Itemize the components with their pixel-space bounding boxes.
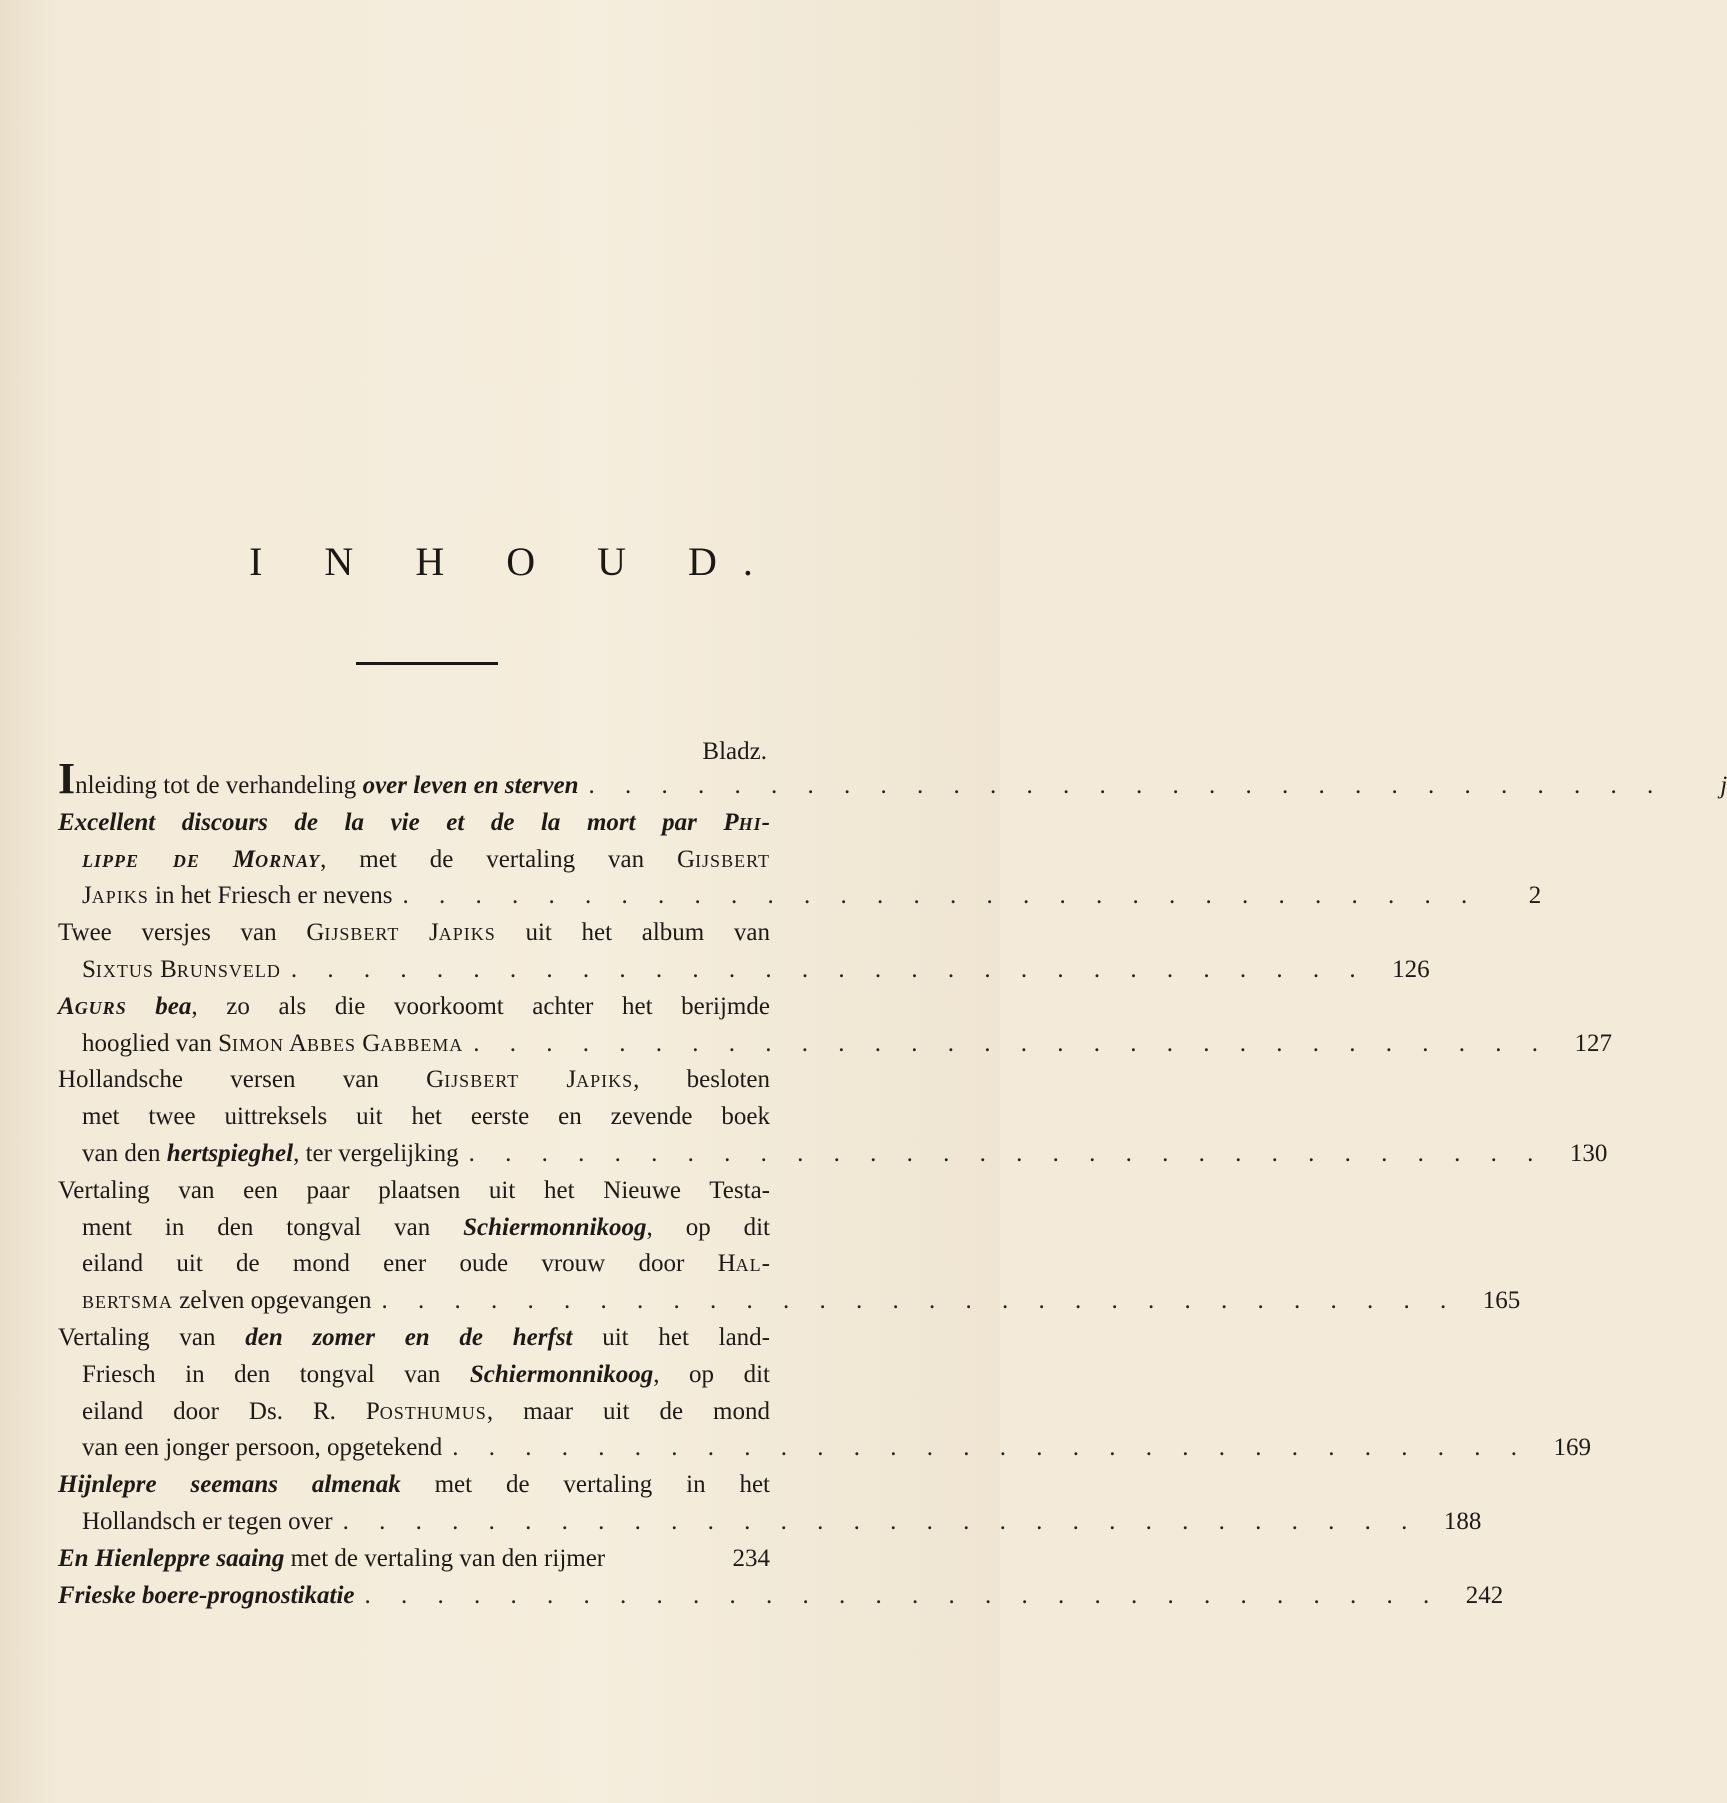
toc-entry bbox=[58, 1467, 1482, 1541]
toc-entry-text: eiland door Ds. R. Posthumus, maar uit de mond bbox=[82, 1397, 770, 1425]
toc-page-number: 169 bbox=[1553, 1434, 1592, 1462]
toc-entry-text: Agurs bea, zo als die voorkoomt achter het berijmde bbox=[58, 992, 770, 1020]
toc-entry-text: ment in den tongval van Schiermonnikoog, op dit bbox=[82, 1213, 770, 1241]
toc-line bbox=[58, 1504, 1482, 1541]
toc-entry-text: bertsma zelven opgevangen bbox=[82, 1287, 372, 1315]
dot-leader: . . . . . . . . . . . . . . . . . . . . . . . . . . . . . . bbox=[381, 1287, 1459, 1315]
toc-line bbox=[58, 754, 1727, 805]
dot-leader: . . . . . . . . . . . . . . . . . . . . . . . . . . . . . . bbox=[290, 955, 1368, 983]
toc-entry bbox=[58, 1062, 1608, 1172]
toc-line bbox=[58, 1578, 1504, 1615]
toc-page-number: 165 bbox=[1482, 1287, 1521, 1315]
toc-entry-text: eiland uit de mond ener oude vrouw door Hal- bbox=[82, 1250, 770, 1278]
toc-entry bbox=[58, 754, 1727, 805]
toc-line bbox=[58, 952, 1430, 989]
toc-entry bbox=[58, 1320, 1592, 1467]
toc-entry-text: Vertaling van den zomer en de herfst uit het land- bbox=[58, 1323, 771, 1351]
toc-entry-text: lippe de Mornay, met de vertaling van Gijsbert bbox=[82, 845, 770, 873]
page-title: I N H O U D. bbox=[249, 539, 779, 584]
toc-entry-text: Vertaling van een paar plaatsen uit het Nieuwe Testa- bbox=[58, 1176, 770, 1204]
toc-line bbox=[58, 1430, 1592, 1467]
toc-page-number: j bbox=[1720, 772, 1727, 799]
toc-entry-text: hooglied van Simon Abbes Gabbema bbox=[82, 1029, 464, 1057]
toc-entry-text: Excellent discours de la vie et de la mort par Phi- bbox=[58, 808, 770, 836]
toc-line bbox=[58, 1467, 770, 1504]
dot-leader: . . . . . . . . . . . . . . . . . . . . . . . . . . . . . . bbox=[468, 1139, 1546, 1167]
toc-entry-text: van een jonger persoon, opgetekend bbox=[82, 1434, 443, 1462]
toc-line bbox=[58, 1099, 770, 1136]
toc-line bbox=[58, 1173, 770, 1210]
toc-line bbox=[58, 1320, 770, 1357]
toc-entry-text: Japiks in het Friesch er nevens bbox=[82, 882, 393, 910]
toc-entry-text: Friesch in den tongval van Schiermonnikoog, op dit bbox=[82, 1360, 770, 1388]
toc-entry bbox=[58, 1173, 1521, 1320]
toc-entry bbox=[58, 989, 1613, 1063]
toc-page-number: 130 bbox=[1569, 1139, 1608, 1167]
toc-line bbox=[58, 1357, 770, 1394]
toc-entry bbox=[58, 1541, 770, 1578]
toc-page-number: 234 bbox=[732, 1544, 770, 1572]
toc-line bbox=[58, 989, 770, 1026]
toc-entry-text: Twee versjes van Gijsbert Japiks uit het album van bbox=[58, 919, 771, 947]
toc-entry-text: met twee uittreksels uit het eerste en zevende boek bbox=[82, 1103, 770, 1131]
toc-line bbox=[58, 915, 770, 952]
dot-leader: . . . . . . . . . . . . . . . . . . . . . . . . . . . . . . bbox=[452, 1434, 1530, 1462]
toc-entry-text: Hollandsche versen van Gijsbert Japiks, besloten bbox=[58, 1066, 770, 1094]
toc-line bbox=[58, 842, 770, 879]
toc-page-number: 242 bbox=[1465, 1581, 1504, 1609]
toc-line bbox=[58, 1062, 770, 1099]
toc-page-number: 126 bbox=[1392, 955, 1430, 983]
toc-entry-text: En Hienleppre saaing met de vertaling van den rijmer bbox=[58, 1544, 606, 1572]
toc-entry-text: van den hertspieghel, ter vergelijking bbox=[82, 1139, 459, 1167]
toc-entry bbox=[58, 1578, 1504, 1615]
toc-entry-text: Frieske boere-prognostikatie bbox=[58, 1581, 355, 1609]
toc-line bbox=[58, 1210, 770, 1247]
toc-line bbox=[58, 1026, 1613, 1063]
toc-page-number: 127 bbox=[1574, 1029, 1613, 1057]
dot-leader: . . . . . . . . . . . . . . . . . . . . . . . . . . . . . . bbox=[402, 882, 1480, 910]
toc-line bbox=[58, 1136, 1608, 1173]
dot-leader: . . . . . . . . . . . . . . . . . . . . . . . . . . . . . . bbox=[588, 772, 1666, 799]
dot-leader: . . . . . . . . . . . . . . . . . . . . . . . . . . . . . . bbox=[473, 1029, 1551, 1057]
toc-line bbox=[58, 878, 1542, 915]
table-of-contents bbox=[58, 754, 1727, 1614]
toc-entry bbox=[58, 805, 1542, 915]
toc-entry-text: Inleiding tot de verhandeling over leven en sterven bbox=[58, 754, 579, 803]
dot-leader: . . . . . . . . . . . . . . . . . . . . . . . . . . . . . . bbox=[342, 1507, 1420, 1535]
toc-page-number: 2 bbox=[1528, 882, 1542, 910]
dot-leader: . . . . . . . . . . . . . . . . . . . . . . . . . . . . . . bbox=[364, 1581, 1442, 1609]
toc-entry bbox=[58, 915, 1430, 989]
toc-line bbox=[58, 1246, 770, 1283]
toc-line bbox=[58, 805, 770, 842]
toc-line bbox=[58, 1541, 770, 1578]
column-header-page: Bladz. bbox=[702, 738, 767, 765]
toc-line bbox=[58, 1283, 1521, 1320]
title-rule bbox=[356, 662, 498, 665]
toc-entry-text: Sixtus Brunsveld bbox=[82, 955, 281, 983]
toc-entry-text: Hollandsch er tegen over bbox=[82, 1507, 333, 1535]
toc-line bbox=[58, 1394, 770, 1431]
toc-page-number: 188 bbox=[1443, 1507, 1482, 1535]
toc-entry-text: Hijnlepre seemans almenak met de vertaling in het bbox=[58, 1471, 770, 1499]
